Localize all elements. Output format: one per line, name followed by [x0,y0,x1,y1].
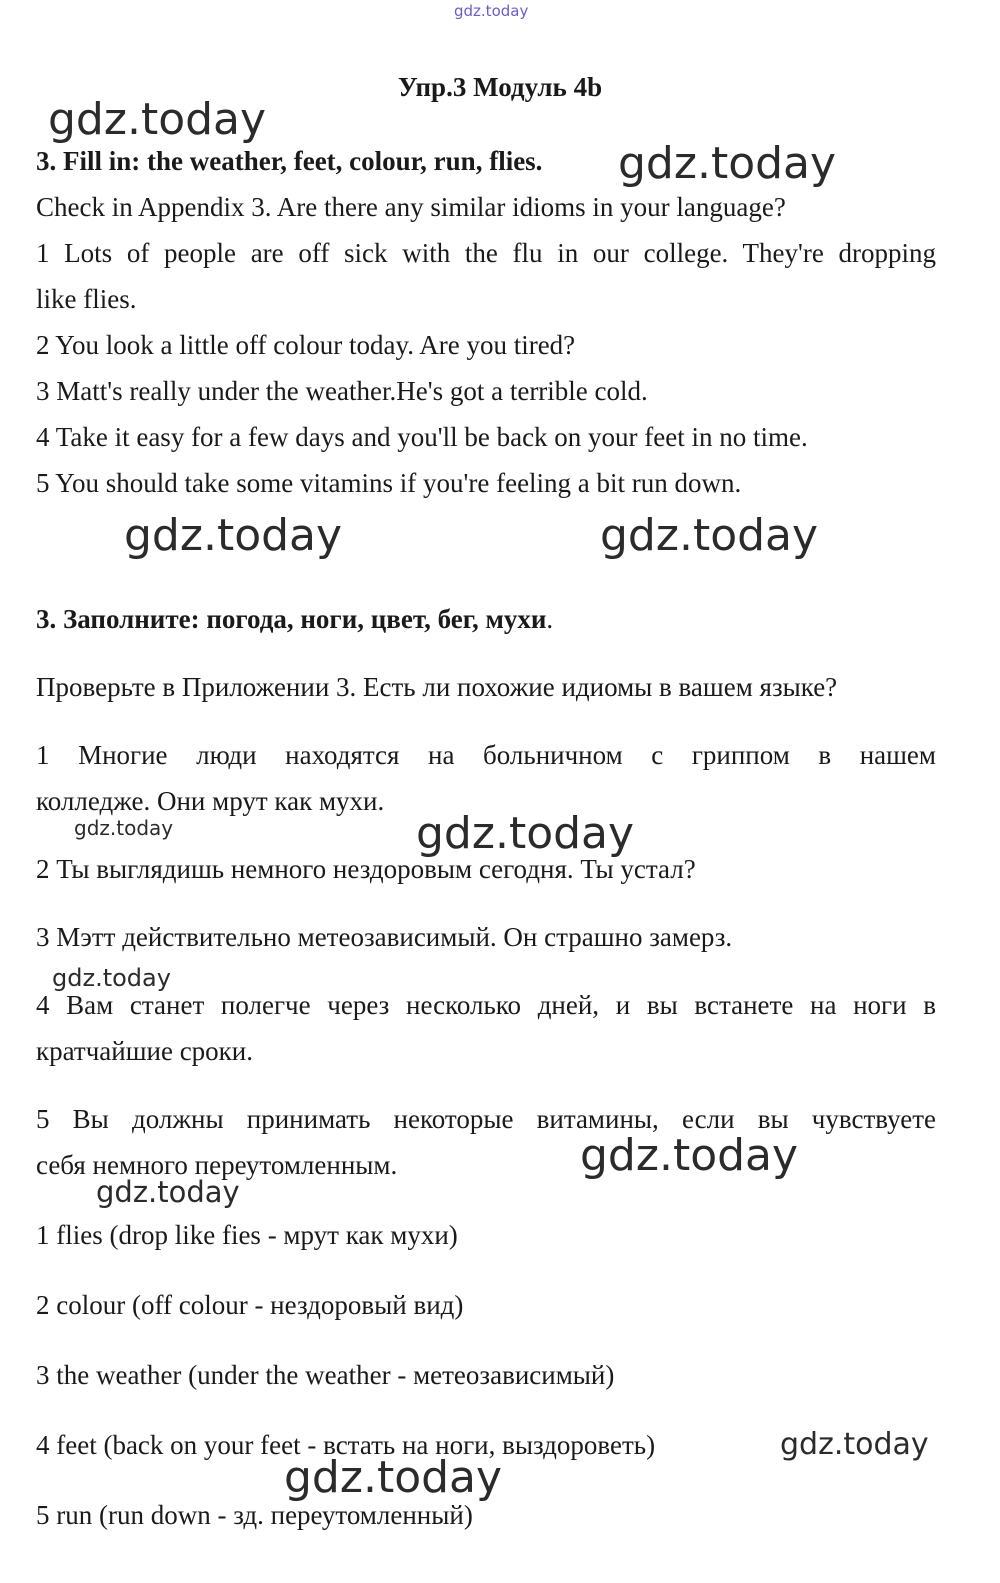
sentence-ru-5: 5 Вы должны принимать некоторые витамины, если вы чувствуете [36,1104,936,1134]
sentence-ru-4: 4 Вам станет полегче через несколько дней, и вы встанете на ноги в [36,990,936,1020]
sentence-en-4: 4 Take it easy for a few days and you'll be back on your feet in no time. [36,422,808,452]
watermark: gdz.today [580,1130,799,1181]
exercise-heading-ru-text: 3. Заполните: погода, ноги, цвет, бег, мухи [36,604,547,634]
sentence-ru-2: 2 Ты выглядишь немного нездоровым сегодня. Ты устал? [36,854,696,884]
watermark-top: gdz.today [454,2,529,20]
watermark: gdz.today [52,964,171,992]
watermark: gdz.today [48,94,267,145]
sentence-en-2: 2 You look a little off colour today. Are you tired? [36,330,576,360]
exercise-heading-en: 3. Fill in: the weather, feet, colour, run, flies. [36,146,543,176]
sentence-ru-1-cont: колледже. Они мрут как мухи. [36,786,385,816]
answer-3: 3 the weather (under the weather - метеозависимый) [36,1360,615,1390]
watermark: gdz.today [96,1175,240,1209]
watermark: gdz.today [284,1452,503,1503]
exercise-heading-ru [36,606,553,633]
watermark: gdz.today [74,816,174,840]
answer-4: 4 feet (back on your feet - встать на ноги, выздороветь) [36,1430,656,1460]
sentence-ru-1: 1 Многие люди находятся на больничном с гриппом в нашем [36,740,936,770]
watermark: gdz.today [780,1427,929,1462]
watermark: gdz.today [618,138,837,189]
sentence-ru-4-cont: кратчайшие сроки. [36,1036,253,1066]
watermark: gdz.today [124,510,343,561]
sentence-ru-5-cont: себя немного переутомленным. [36,1150,398,1180]
answer-2: 2 colour (off colour - нездоровый вид) [36,1290,464,1320]
answer-5: 5 run (run down - зд. переутомленный) [36,1500,473,1530]
answer-1: 1 flies (drop like fies - мрут как мухи) [36,1220,458,1250]
watermark: gdz.today [600,510,819,561]
exercise-heading-ru-period: . [546,604,554,634]
page-title: Упр.3 Модуль 4b [397,72,603,102]
sentence-en-5: 5 You should take some vitamins if you're feeling a bit run down. [36,468,742,498]
sentence-ru-3: 3 Мэтт действительно метеозависимый. Он страшно замерз. [36,922,733,952]
instruction-en: Check in Appendix 3. Are there any similar idioms in your language? [36,192,786,222]
sentence-en-1-cont: like flies. [36,284,137,314]
sentence-en-3: 3 Matt's really under the weather.He's got a terrible cold. [36,376,648,406]
sentence-en-1: 1 Lots of people are off sick with the flu in our college. They're dropping [36,238,936,268]
watermark: gdz.today [416,808,635,859]
instruction-ru: Проверьте в Приложении 3. Есть ли похожие идиомы в вашем языке? [36,672,838,702]
